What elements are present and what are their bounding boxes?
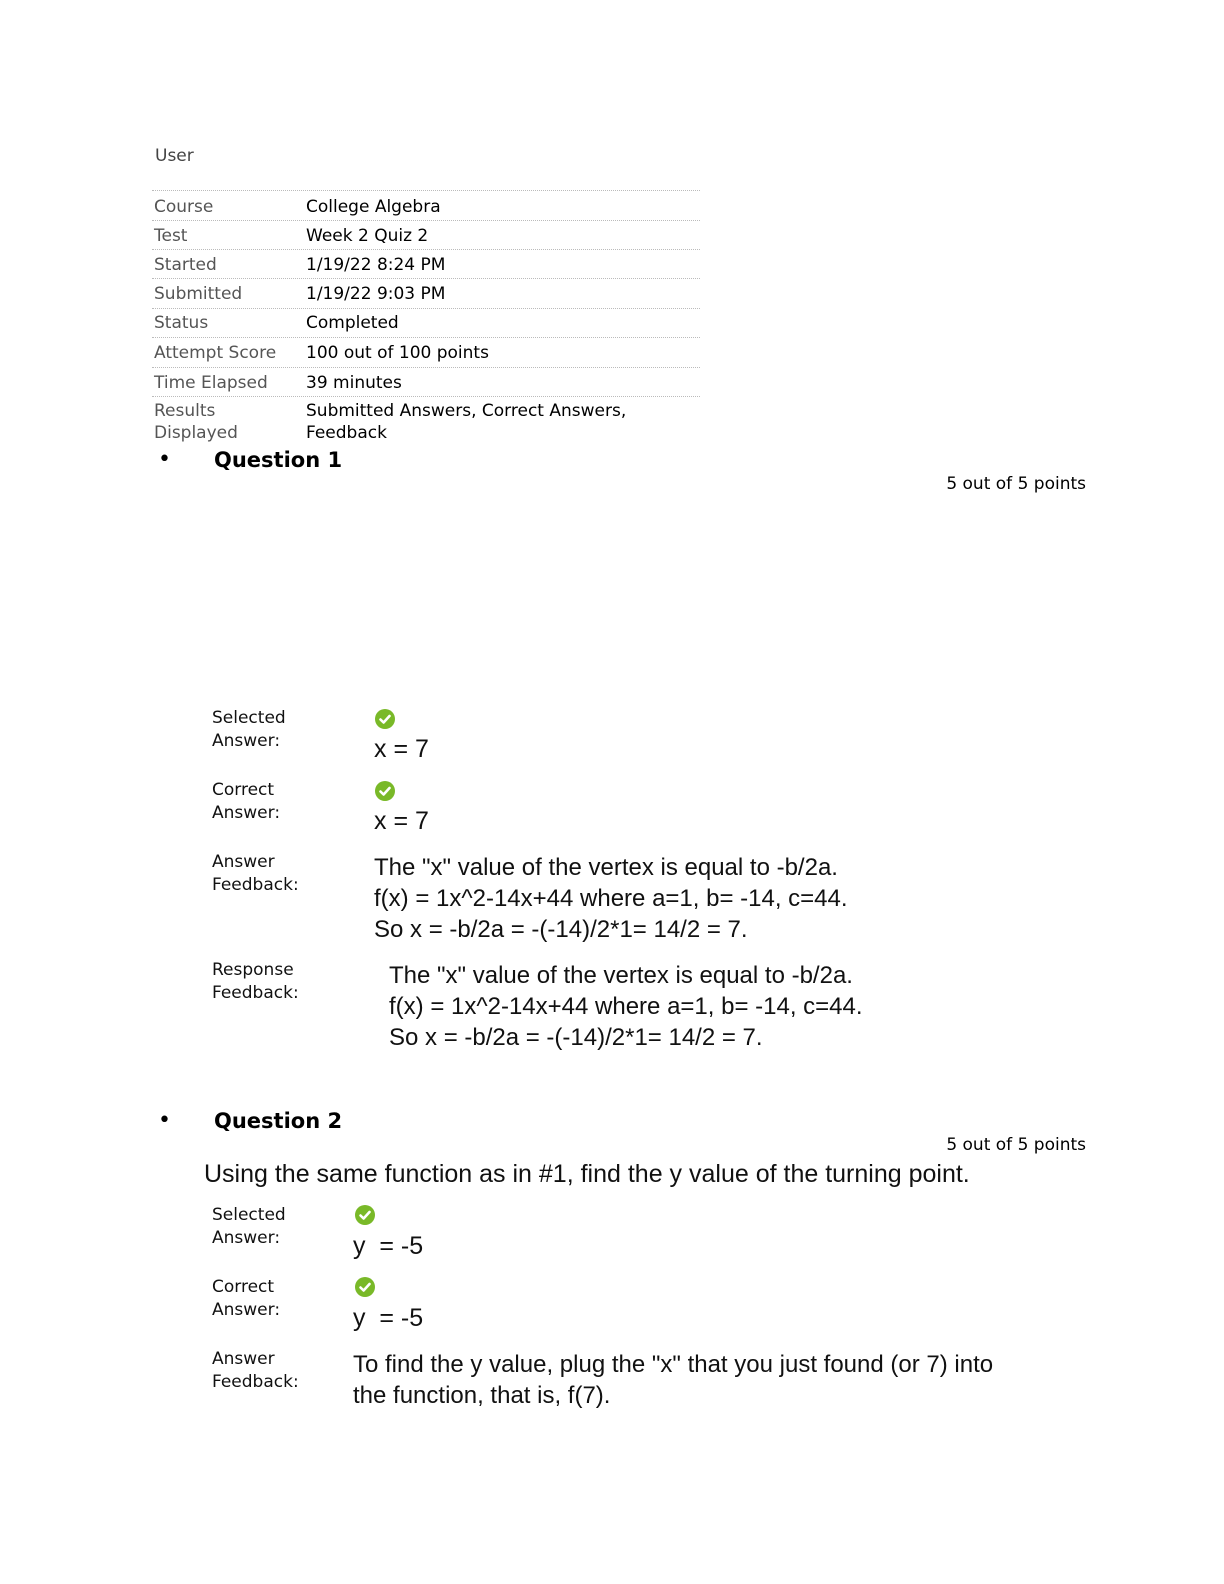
check-circle-icon [375,781,395,801]
summary-row-started [152,249,700,279]
summary-value: 100 out of 100 points [306,343,489,363]
summary-value: College Algebra [306,197,441,217]
summary-row-course [152,190,700,220]
summary-key: Results Displayed [154,401,238,443]
summary-row-status [152,308,700,338]
question-points: 5 out of 5 points [946,1135,1086,1155]
question-title: Question 2 [214,1109,343,1133]
summary-key: Test [154,226,188,246]
summary-row-time-elapsed [152,367,700,397]
question-points: 5 out of 5 points [946,474,1086,494]
summary-value: Completed [306,313,399,333]
user-label: User [155,146,194,166]
answer-feedback: The "x" value of the vertex is equal to -b/2a. f(x) = 1x^2-14x+44 where a=1, b= -14, c=44. So x = -b/2a = -(-14)/2*1= 14/2 = 7. [374,854,848,943]
answer-feedback-label: Answer Feedback: [212,852,299,895]
correct-answer: y = -5 [353,1304,424,1332]
summary-value: 1/19/22 9:03 PM [306,284,446,304]
question-text: Using the same function as in #1, find the y value of the turning point. [204,1160,970,1188]
correct-answer-label: Correct Answer: [212,780,281,823]
question-title: Question 1 [214,448,343,472]
correct-answer-label: Correct Answer: [212,1277,281,1320]
selected-answer: y = -5 [353,1232,424,1260]
summary-key: Course [154,197,214,217]
summary-key: Started [154,255,217,275]
summary-value: Submitted Answers, Correct Answers, Feedback [306,401,627,443]
summary-value: 39 minutes [306,373,402,393]
summary-key: Status [154,313,209,333]
bullet: • [158,447,171,472]
check-circle-icon [375,709,395,729]
check-circle-icon [355,1277,375,1297]
selected-answer-label: Selected Answer: [212,708,286,751]
summary-key: Submitted [154,284,243,304]
summary-row-attempt-score [152,337,700,367]
correct-answer: x = 7 [374,807,429,835]
selected-answer-label: Selected Answer: [212,1205,286,1248]
summary-row-results-displayed [152,396,700,447]
summary-key: Attempt Score [154,343,277,363]
response-feedback: The "x" value of the vertex is equal to -b/2a. f(x) = 1x^2-14x+44 where a=1, b= -14, c=44. So x = -b/2a = -(-14)/2*1= 14/2 = 7. [389,962,863,1051]
summary-value: Week 2 Quiz 2 [306,226,429,246]
summary-value: 1/19/22 8:24 PM [306,255,446,275]
summary-row-test [152,220,700,250]
summary-key: Time Elapsed [154,373,268,393]
summary-row-submitted [152,278,700,308]
response-feedback-label: Response Feedback: [212,960,299,1003]
check-circle-icon [355,1205,375,1225]
bullet: • [158,1108,171,1133]
answer-feedback-label: Answer Feedback: [212,1349,299,1392]
answer-feedback: To find the y value, plug the "x" that you just found (or 7) into the function, that is, f(7). [353,1351,994,1409]
selected-answer: x = 7 [374,735,429,763]
